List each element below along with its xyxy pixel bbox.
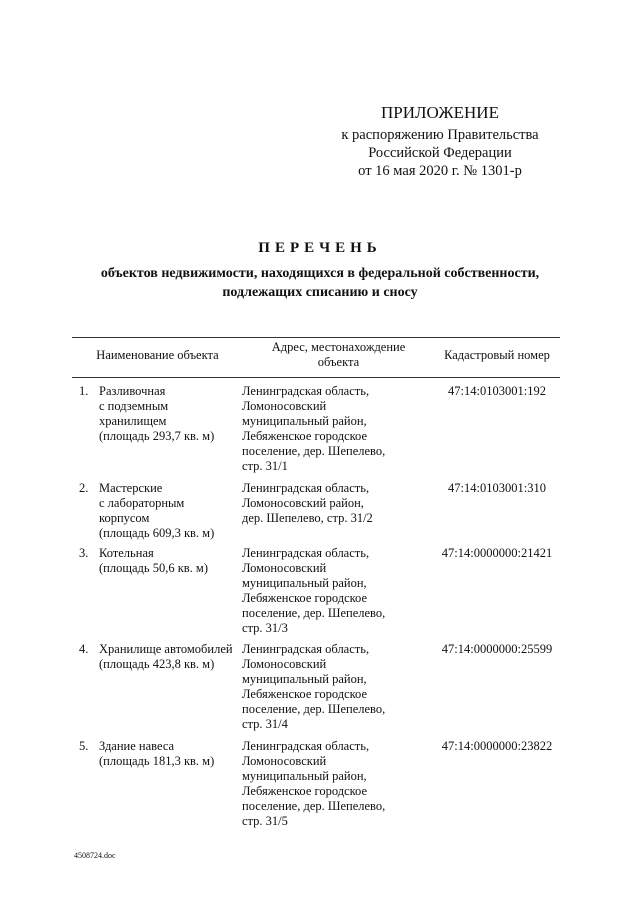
address-line: Лебяженское городское [242,591,368,605]
object-name-line: Котельная [99,546,154,560]
address-line: Ленинградская область, [242,384,370,398]
row-address [242,384,427,474]
address-line: муниципальный район, [242,672,367,686]
table-header-rule [72,377,560,378]
address-line: поселение, дер. Шепелево, [242,444,386,458]
object-name-line: (площадь 293,7 кв. м) [99,429,215,443]
appendix-block [330,103,550,180]
row-address [242,546,427,636]
appendix-title: ПРИЛОЖЕНИЕ [381,103,499,122]
list-title: ПЕРЕЧЕНЬ [258,240,382,256]
object-name-line: хранилищем [99,414,167,428]
list-subtitle [40,264,600,302]
object-name-line: корпусом [99,511,150,525]
list-subtitle-line-2: подлежащих списанию и сносу [222,285,418,300]
row-cadastral-number: 47:14:0103001:192 [448,384,546,398]
column-header-address [246,340,431,370]
address-line: стр. 31/3 [242,621,288,635]
address-line: Ленинградская область, [242,739,370,753]
object-name-line: Здание навеса [99,739,175,753]
address-line: Ленинградская область, [242,481,370,495]
row-number: 4. [79,642,89,656]
column-header-cadastral: Кадастровый номер [444,348,550,362]
address-line: поселение, дер. Шепелево, [242,702,386,716]
object-name-line: с лабораторным [99,496,185,510]
column-header-name: Наименование объекта [96,348,219,362]
address-line: Ленинградская область, [242,642,370,656]
address-line: Лебяженское городское [242,687,368,701]
column-header-address-line-1: Адрес, местонахождение [271,340,406,354]
address-line: Ломоносовский [242,657,327,671]
object-name-line: (площадь 50,6 кв. м) [99,561,208,575]
list-subtitle-line-1: объектов недвижимости, находящихся в федеральной собственности, [100,266,540,281]
row-object-name [99,642,244,672]
address-line: стр. 31/1 [242,459,288,473]
row-address [242,481,427,526]
table-top-rule [72,337,560,338]
object-name-line: Мастерские [99,481,163,495]
row-address [242,642,427,732]
appendix-line-1: к распоряжению Правительства [341,127,539,143]
object-name-line: (площадь 423,8 кв. м) [99,657,215,671]
object-name-line: (площадь 609,3 кв. м) [99,526,215,540]
object-name-line: Хранилище автомобилей [99,642,233,656]
footer-filename: 4508724.doc [74,851,116,860]
object-name-line: (площадь 181,3 кв. м) [99,754,215,768]
address-line: Лебяженское городское [242,784,368,798]
address-line: поселение, дер. Шепелево, [242,799,386,813]
address-line: муниципальный район, [242,769,367,783]
address-line: Ломоносовский [242,399,327,413]
address-line: стр. 31/4 [242,717,288,731]
object-name-line: Разливочная [99,384,166,398]
column-header-address-line-2: объекта [317,355,360,369]
appendix-line-2: Российской Федерации [368,145,512,161]
address-line: дер. Шепелево, стр. 31/2 [242,511,373,525]
row-address [242,739,427,829]
row-object-name [99,739,244,769]
address-line: стр. 31/5 [242,814,288,828]
row-cadastral-number: 47:14:0000000:25599 [441,642,553,656]
row-object-name [99,384,244,444]
address-line: Ленинградская область, [242,546,370,560]
address-line: Ломоносовский район, [242,496,364,510]
row-number: 2. [79,481,89,495]
address-line: муниципальный район, [242,576,367,590]
row-number: 3. [79,546,89,560]
address-line: Ломоносовский [242,561,327,575]
appendix-line-3: от 16 мая 2020 г. № 1301-р [358,163,522,179]
row-object-name [99,546,244,576]
row-cadastral-number: 47:14:0000000:23822 [441,739,553,753]
address-line: муниципальный район, [242,414,367,428]
object-name-line: с подземным [99,399,169,413]
row-number: 1. [79,384,89,398]
address-line: Ломоносовский [242,754,327,768]
row-cadastral-number: 47:14:0103001:310 [448,481,546,495]
row-object-name [99,481,244,541]
address-line: поселение, дер. Шепелево, [242,606,386,620]
address-line: Лебяженское городское [242,429,368,443]
row-number: 5. [79,739,89,753]
row-cadastral-number: 47:14:0000000:21421 [441,546,553,560]
